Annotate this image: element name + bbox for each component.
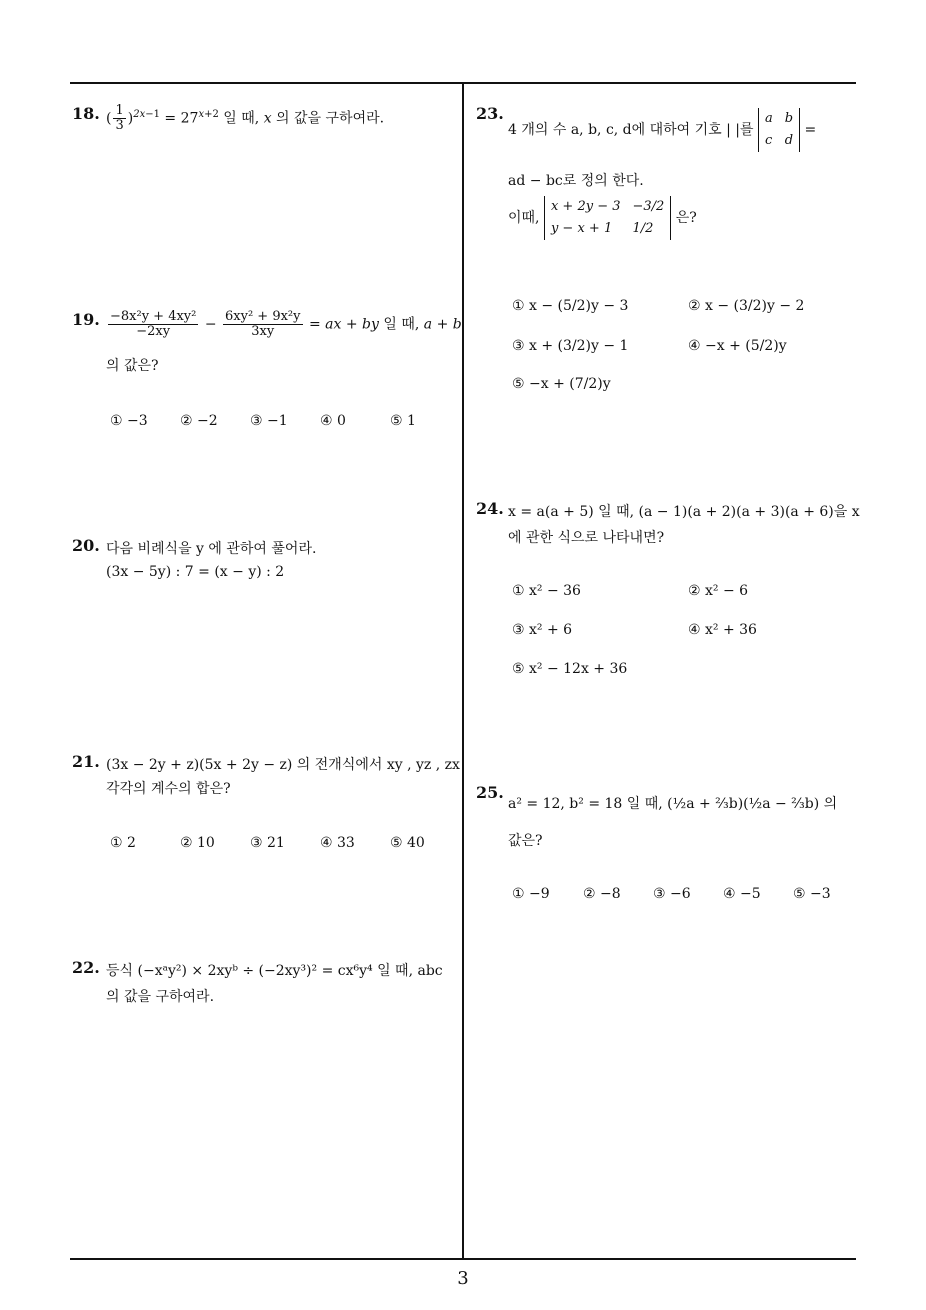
question-number: 25.	[476, 783, 504, 802]
question-text-2: 의 값을 구하여라.	[106, 989, 215, 1005]
question-text-2: 값은?	[508, 833, 543, 849]
choice-1[interactable]: ① 2	[110, 835, 136, 851]
choice-5[interactable]: ⑤ −x + (7/2)y	[512, 376, 611, 392]
choice-4[interactable]: ④ −5	[723, 886, 761, 902]
choice-5[interactable]: ⑤ x² − 12x + 36	[512, 661, 628, 677]
choice-4[interactable]: ④ −x + (5/2)y	[688, 338, 787, 354]
question-text-1: 4 개의 수 a, b, c, d에 대하여 기호 | |를	[508, 122, 754, 138]
choice-5[interactable]: ⑤ 40	[390, 835, 425, 851]
choice-2[interactable]: ② −8	[583, 886, 621, 902]
question-text: x = a(a + 5) 일 때, (a − 1)(a + 2)(a + 3)(a + 6)을 x	[508, 504, 860, 520]
choice-5[interactable]: ⑤ 1	[390, 413, 416, 429]
choice-3[interactable]: ③ −6	[653, 886, 691, 902]
choice-1[interactable]: ① −9	[512, 886, 550, 902]
choice-3[interactable]: ③ x + (3/2)y − 1	[512, 338, 629, 354]
determinant-question: x + 2y − 3 −3/2 y − x + 1 1/2	[544, 196, 671, 240]
question-text: a² = 12, b² = 18 일 때, (½a + ⅔b)(½a − ⅔b) 의	[508, 796, 838, 812]
question-text: 등식 (−xᵃy²) × 2xyᵇ ÷ (−2xy³)² = cx⁶y⁴ 일 때, abc	[106, 963, 443, 979]
question-text-2: (3x − 5y) : 7 = (x − y) : 2	[106, 564, 285, 580]
choice-1[interactable]: ① −3	[110, 413, 148, 429]
question-text-2: 의 값은?	[106, 358, 159, 374]
question-number: 19.	[72, 310, 100, 329]
choice-4[interactable]: ④ 33	[320, 835, 355, 851]
question-text-2: ad − bc로 정의 한다.	[508, 173, 644, 189]
choice-1[interactable]: ① x² − 36	[512, 583, 581, 599]
question-text-2: 각각의 계수의 합은?	[106, 781, 231, 797]
choice-5[interactable]: ⑤ −3	[793, 886, 831, 902]
page-number: 3	[457, 1268, 469, 1289]
choice-3[interactable]: ③ x² + 6	[512, 622, 573, 638]
question-text: $\frac{\text{−8x²y + 4xy²}}{-2xy}$ − $\frac{\text{6xy² + 9x²y}}{3xy}$ = ax + by 일 때, a + b	[110, 309, 462, 339]
question-text-2: 에 관한 식으로 나타내면?	[508, 530, 665, 546]
question-number: 23.	[476, 104, 504, 123]
choice-2[interactable]: ② 10	[180, 835, 215, 851]
question-text: (3x − 2y + z)(5x + 2y − z) 의 전개식에서 xy , yz , zx	[106, 757, 460, 773]
determinant-definition: a b c d	[758, 108, 800, 152]
choice-2[interactable]: ② x² − 6	[688, 583, 749, 599]
question-text: ( $\frac{1}{3}$ )$^{2x-1} = 27^{x+2}$ 일 때, x 의 값을 구하여라.	[106, 103, 385, 133]
column-divider	[462, 82, 464, 1259]
question-number: 20.	[72, 536, 100, 555]
question-number: 18.	[72, 104, 100, 123]
choice-2[interactable]: ② −2	[180, 413, 218, 429]
choice-3[interactable]: ③ −1	[250, 413, 288, 429]
choice-4[interactable]: ④ x² + 36	[688, 622, 757, 638]
question-text: 다음 비례식을 y 에 관하여 풀어라.	[106, 541, 317, 557]
choice-2[interactable]: ② x − (3/2)y − 2	[688, 298, 805, 314]
question-number: 22.	[72, 958, 100, 977]
choice-3[interactable]: ③ 21	[250, 835, 285, 851]
choice-4[interactable]: ④ 0	[320, 413, 346, 429]
choice-1[interactable]: ① x − (5/2)y − 3	[512, 298, 629, 314]
question-text: 4 개의 수 a, b, c, d에 대하여 기호 | |를 a b c d =	[508, 108, 816, 152]
question-text-3: 이때, x + 2y − 3 −3/2 y − x + 1 1/2 은?	[508, 196, 697, 240]
question-number: 21.	[72, 752, 100, 771]
question-number: 24.	[476, 499, 504, 518]
